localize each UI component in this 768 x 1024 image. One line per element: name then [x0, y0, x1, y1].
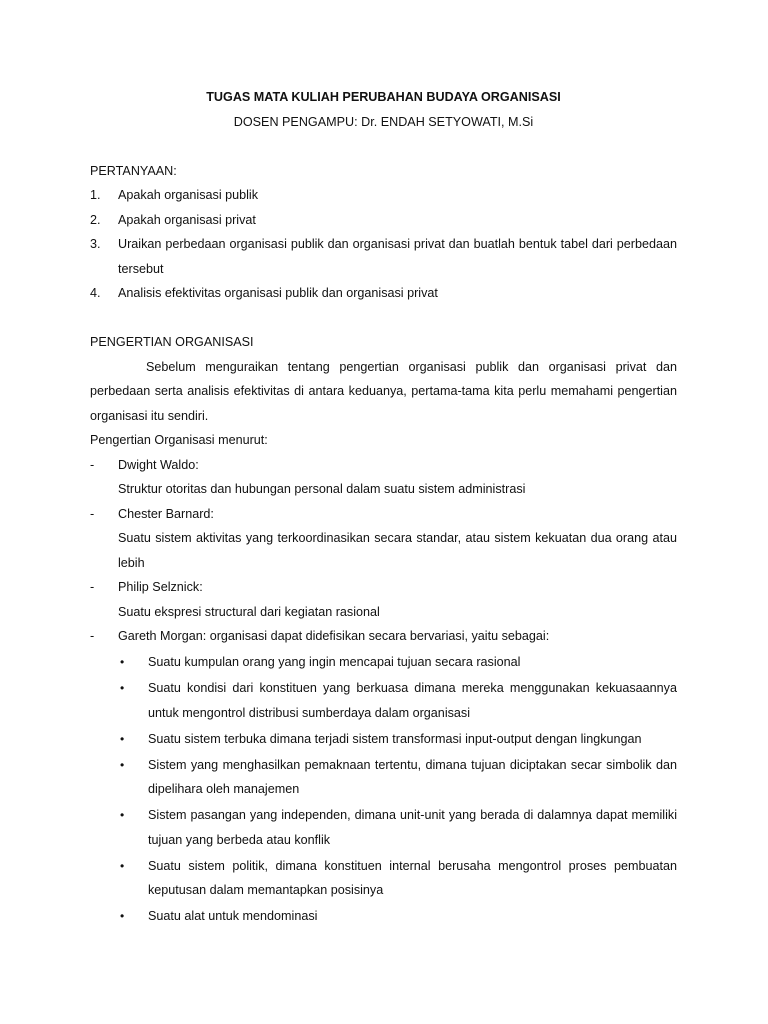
bullet-text: Sistem yang menghasilkan pemaknaan tertentu, dimana tujuan diciptakan secar simbolik dan dipelihara oleh manajemen — [148, 757, 677, 796]
bullet-item — [90, 904, 677, 929]
dash-marker: - — [90, 629, 95, 643]
bullet-icon: • — [120, 858, 125, 873]
definition-text: Suatu ekspresi structural dari kegiatan rasional — [118, 604, 380, 619]
definition-author: Gareth Morgan: organisasi dapat didefisikan secara bervariasi, yaitu sebagai: — [118, 629, 550, 643]
bullet-icon: • — [120, 655, 125, 669]
item-number: 4. — [90, 286, 101, 300]
questions-heading: PERTANYAAN: — [90, 163, 177, 178]
bullet-icon: • — [120, 731, 125, 746]
question-item — [90, 183, 677, 208]
dash-marker: - — [90, 580, 95, 594]
bullet-item — [90, 854, 677, 903]
document-page — [90, 85, 677, 929]
bullet-icon: • — [120, 909, 125, 923]
bullet-text: Suatu kondisi dari konstituen yang berkuasa dimana mereka menggunakan kekuasaannya untuk mengontrol distribusi sumberdaya dalam organisasi — [148, 681, 677, 720]
item-text: Analisis efektivitas organisasi publik dan organisasi privat — [118, 286, 438, 300]
definition-text: Suatu sistem aktivitas yang terkoordinasikan secara standar, atau sistem kekuatan dua orang atau lebih — [118, 531, 677, 570]
item-number: 1. — [90, 188, 101, 202]
item-text: Apakah organisasi publik — [118, 188, 259, 202]
bullet-item — [90, 676, 677, 725]
item-text: Apakah organisasi privat — [118, 212, 256, 227]
bullet-item — [90, 753, 677, 802]
definition-author: Chester Barnard: — [118, 506, 214, 521]
definitions-intro: Pengertian Organisasi menurut: — [90, 433, 268, 447]
dash-marker: - — [90, 457, 95, 472]
definition-item — [90, 502, 677, 576]
questions-list — [90, 183, 677, 306]
definition-item-morgan — [90, 624, 677, 929]
question-item — [90, 232, 677, 281]
question-item — [90, 208, 677, 233]
bullet-text: Suatu sistem terbuka dimana terjadi sistem transformasi input-output dengan lingkungan — [148, 731, 642, 746]
item-text: Uraikan perbedaan organisasi publik dan organisasi privat dan buatlah bentuk tabel dari perbedaan tersebut — [118, 237, 677, 276]
bullet-text: Suatu alat untuk mendominasi — [148, 909, 318, 923]
document-title: TUGAS MATA KULIAH PERUBAHAN BUDAYA ORGANISASI — [206, 90, 561, 104]
bullet-icon: • — [120, 808, 125, 822]
document-subtitle: DOSEN PENGAMPU: Dr. ENDAH SETYOWATI, M.Si — [233, 114, 534, 129]
item-number: 3. — [90, 237, 101, 251]
dash-marker: - — [90, 506, 95, 521]
definition-author: Dwight Waldo: — [118, 457, 199, 472]
item-number: 2. — [90, 212, 101, 227]
bullet-item — [90, 650, 677, 675]
bullet-item — [90, 727, 677, 752]
bullet-text: Suatu sistem politik, dimana konstituen internal berusaha mengontrol proses pembuatan keputusan dalam memantapkan posisinya — [148, 858, 677, 897]
definition-text: Struktur otoritas dan hubungan personal dalam suatu sistem administrasi — [118, 482, 526, 496]
bullet-item — [90, 803, 677, 852]
section-heading: PENGERTIAN ORGANISASI — [90, 335, 254, 349]
bullet-icon: • — [120, 681, 125, 695]
bullet-text: Suatu kumpulan orang yang ingin mencapai tujuan secara rasional — [148, 655, 521, 669]
bullet-icon: • — [120, 757, 125, 772]
definition-author: Philip Selznick: — [118, 580, 203, 594]
bullet-text: Sistem pasangan yang independen, dimana unit-unit yang berada di dalamnya dapat memiliki tujuan yang berbeda atau konflik — [148, 808, 677, 847]
definition-item — [90, 453, 677, 502]
definition-item — [90, 575, 677, 624]
question-item — [90, 281, 677, 306]
intro-paragraph: Sebelum menguraikan tentang pengertian organisasi publik dan organisasi privat dan perbedaan serta analisis efektivitas di antara keduanya, pertama-tama kita perlu memahami pengertian organisasi itu sendiri. — [90, 359, 677, 423]
